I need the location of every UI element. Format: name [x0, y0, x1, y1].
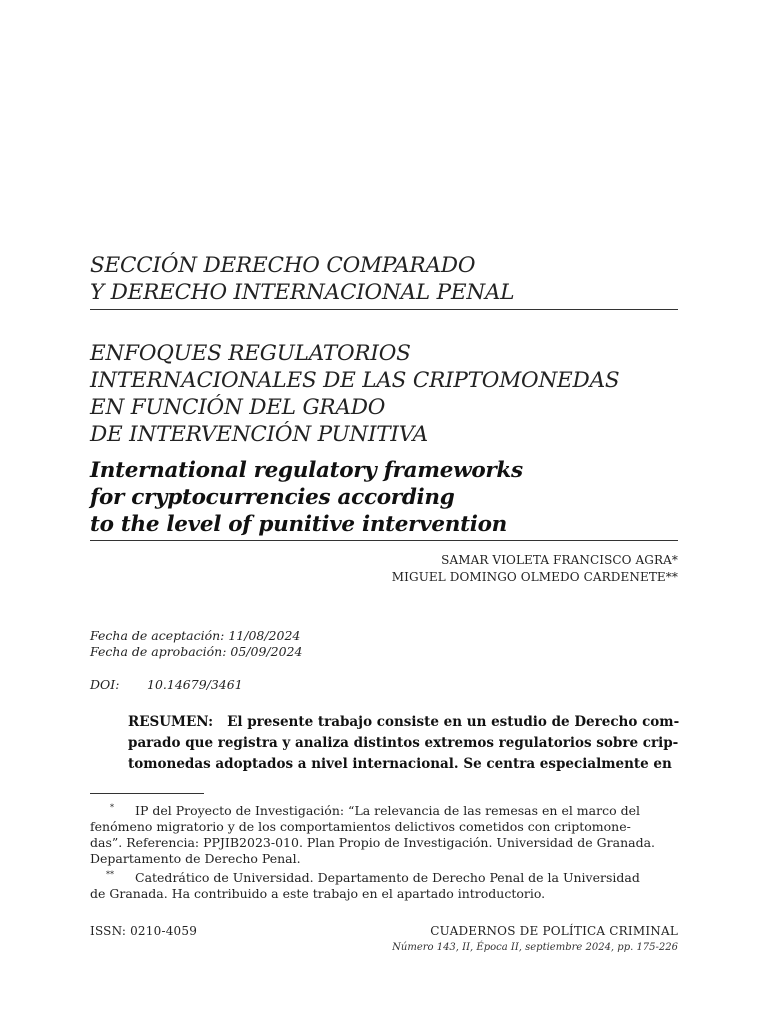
abstract-label: RESUMEN:: [128, 714, 214, 730]
doi-value[interactable]: 10.14679/3461: [147, 677, 243, 692]
footnote-separator: [90, 793, 204, 794]
footnote-2-line-1: Catedrático de Universidad. Departamento de Derecho Penal de la Universidad: [135, 870, 640, 885]
title-en-line-3: to the level of punitive intervention: [90, 512, 507, 537]
issn: ISSN: 0210-4059: [90, 924, 198, 938]
acceptance-date: Fecha de aceptación: 11/08/2024: [90, 628, 301, 643]
publication-dates: [90, 628, 678, 660]
abstract-line-3: tomonedas adoptados a nivel internacional. Se centra especialmente en: [128, 756, 672, 772]
approval-date: Fecha de aprobación: 05/09/2024: [90, 644, 303, 659]
title-es-line-4: DE INTERVENCIÓN PUNITIVA: [90, 422, 428, 447]
footnotes: [90, 800, 678, 902]
issue-info: Número 143, II, Época II, septiembre 2024, pp. 175-226: [392, 942, 678, 953]
abstract-line-1: El presente trabajo consiste en un estudio de Derecho com-: [227, 714, 680, 730]
footnote-2-mark: **: [106, 870, 114, 879]
title-es-line-3: EN FUNCIÓN DEL GRADO: [90, 395, 386, 420]
footnote-2-line-2: de Granada. Ha contribuido a este trabajo en el apartado introductorio.: [90, 886, 546, 901]
abstract-line-2: parado que registra y analiza distintos extremos regulatorios sobre crip-: [128, 735, 679, 751]
section-heading: [90, 252, 678, 306]
section-divider: [90, 309, 678, 310]
title-en-line-1: International regulatory frameworks: [90, 458, 523, 483]
author-1: SAMAR VIOLETA FRANCISCO AGRA*: [441, 553, 678, 567]
title-es-line-2: INTERNACIONALES DE LAS CRIPTOMONEDAS: [90, 368, 620, 393]
article-title-english: [90, 457, 678, 538]
article-title-spanish: [90, 340, 678, 448]
title-en-line-2: for cryptocurrencies according: [90, 485, 455, 510]
doi-line: [90, 677, 678, 693]
abstract: [128, 712, 678, 775]
footnote-1-line-4: Departamento de Derecho Penal.: [90, 851, 301, 866]
section-heading-line-1: SECCIÓN DERECHO COMPARADO: [90, 253, 476, 278]
footnote-1-mark: *: [110, 803, 114, 812]
journal-name: CUADERNOS DE POLÍTICA CRIMINAL: [430, 924, 678, 938]
author-list: [90, 552, 678, 586]
doi-label: DOI:: [90, 677, 120, 692]
title-es-line-1: ENFOQUES REGULATORIOS: [90, 341, 411, 366]
footnote-1-line-1: IP del Proyecto de Investigación: “La relevancia de las remesas en el marco del: [135, 803, 640, 818]
title-divider: [90, 540, 678, 541]
footnote-1-line-2: fenómeno migratorio y de los comportamientos delictivos cometidos con criptomone-: [90, 819, 631, 834]
footnote-1-line-3: das”. Referencia: PPJIB2023-010. Plan Propio de Investigación. Universidad de Granada.: [90, 835, 655, 850]
author-2: MIGUEL DOMINGO OLMEDO CARDENETE**: [391, 570, 678, 584]
section-heading-line-2: Y DERECHO INTERNACIONAL PENAL: [90, 280, 515, 305]
